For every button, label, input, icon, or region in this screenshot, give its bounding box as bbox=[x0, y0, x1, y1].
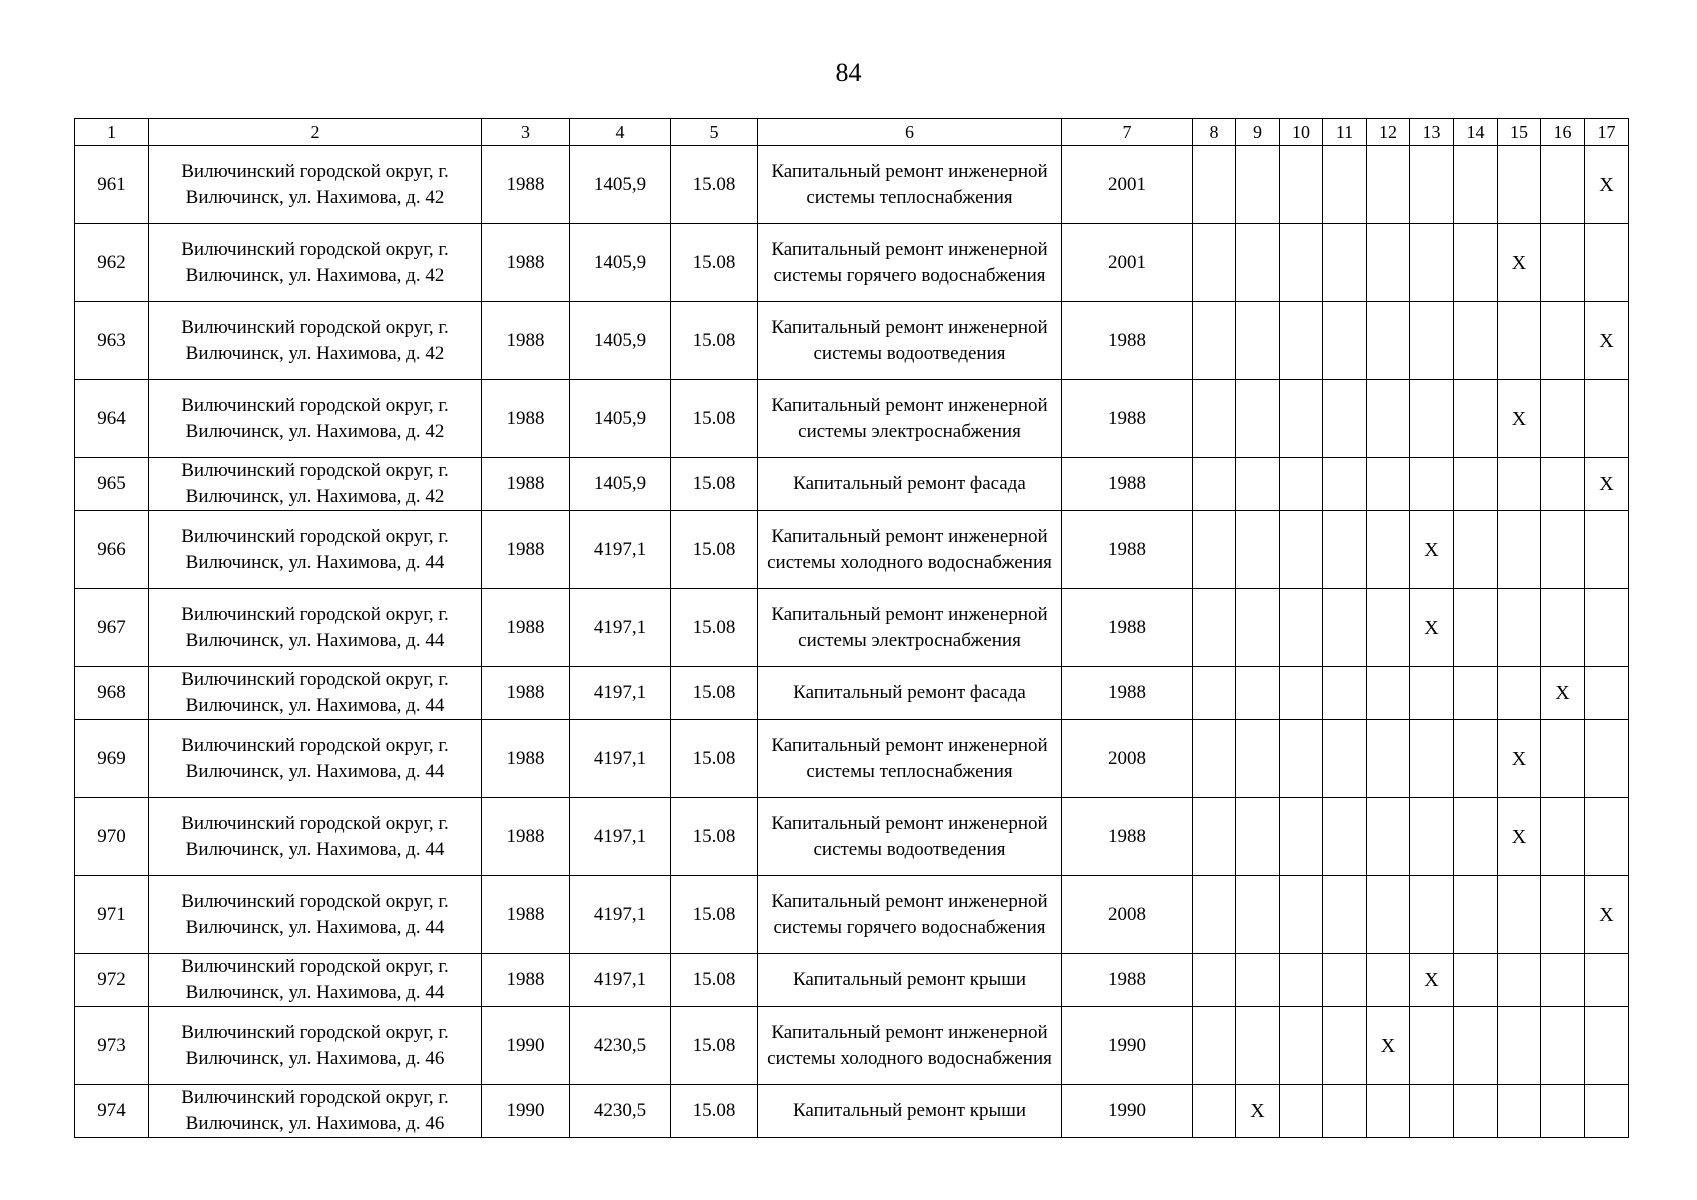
empty-cell bbox=[1323, 1085, 1367, 1138]
row-number-cell: 964 bbox=[75, 380, 149, 458]
empty-cell bbox=[1367, 511, 1410, 589]
empty-cell bbox=[1193, 954, 1236, 1007]
row-number-cell: 966 bbox=[75, 511, 149, 589]
empty-cell bbox=[1410, 1007, 1454, 1085]
row-number-cell: 963 bbox=[75, 302, 149, 380]
empty-cell bbox=[1541, 798, 1585, 876]
empty-cell bbox=[1193, 302, 1236, 380]
area-cell: 4197,1 bbox=[570, 511, 671, 589]
work-type-cell: Капитальный ремонт инженерной системы водоотведения bbox=[758, 302, 1062, 380]
work-type-cell: Капитальный ремонт инженерной системы горячего водоснабжения bbox=[758, 876, 1062, 954]
empty-cell bbox=[1280, 224, 1323, 302]
column-header: 16 bbox=[1541, 119, 1585, 146]
year-built-cell: 1988 bbox=[482, 954, 570, 1007]
empty-cell bbox=[1236, 667, 1280, 720]
empty-cell bbox=[1323, 798, 1367, 876]
code-cell: 15.08 bbox=[671, 954, 758, 1007]
table-row bbox=[75, 876, 1629, 954]
column-header-row bbox=[75, 119, 1629, 146]
empty-cell bbox=[1323, 876, 1367, 954]
area-cell: 4230,5 bbox=[570, 1007, 671, 1085]
column-header: 8 bbox=[1193, 119, 1236, 146]
work-type-cell: Капитальный ремонт инженерной системы холодного водоснабжения bbox=[758, 1007, 1062, 1085]
area-cell: 4197,1 bbox=[570, 720, 671, 798]
code-cell: 15.08 bbox=[671, 146, 758, 224]
last-repair-year-cell: 1988 bbox=[1062, 302, 1193, 380]
empty-cell bbox=[1541, 876, 1585, 954]
last-repair-year-cell: 2008 bbox=[1062, 876, 1193, 954]
year-mark-cell: X bbox=[1236, 1085, 1280, 1138]
empty-cell bbox=[1193, 146, 1236, 224]
column-header: 3 bbox=[482, 119, 570, 146]
work-type-cell: Капитальный ремонт инженерной системы электроснабжения bbox=[758, 589, 1062, 667]
year-built-cell: 1988 bbox=[482, 380, 570, 458]
column-header: 6 bbox=[758, 119, 1062, 146]
empty-cell bbox=[1367, 798, 1410, 876]
area-cell: 1405,9 bbox=[570, 146, 671, 224]
empty-cell bbox=[1454, 458, 1498, 511]
address-cell: Вилючинский городской округ, г. Вилючинск, ул. Нахимова, д. 44 bbox=[149, 954, 482, 1007]
table-row bbox=[75, 720, 1629, 798]
last-repair-year-cell: 1988 bbox=[1062, 380, 1193, 458]
work-type-cell: Капитальный ремонт фасада bbox=[758, 458, 1062, 511]
empty-cell bbox=[1367, 876, 1410, 954]
year-mark-cell: X bbox=[1410, 589, 1454, 667]
row-number-cell: 971 bbox=[75, 876, 149, 954]
empty-cell bbox=[1498, 458, 1541, 511]
empty-cell bbox=[1498, 667, 1541, 720]
empty-cell bbox=[1193, 720, 1236, 798]
area-cell: 4230,5 bbox=[570, 1085, 671, 1138]
code-cell: 15.08 bbox=[671, 458, 758, 511]
year-built-cell: 1988 bbox=[482, 667, 570, 720]
row-number-cell: 973 bbox=[75, 1007, 149, 1085]
row-number-cell: 972 bbox=[75, 954, 149, 1007]
row-number-cell: 969 bbox=[75, 720, 149, 798]
column-header: 7 bbox=[1062, 119, 1193, 146]
area-cell: 1405,9 bbox=[570, 458, 671, 511]
column-header: 11 bbox=[1323, 119, 1367, 146]
empty-cell bbox=[1410, 667, 1454, 720]
empty-cell bbox=[1410, 876, 1454, 954]
area-cell: 4197,1 bbox=[570, 667, 671, 720]
address-cell: Вилючинский городской округ, г. Вилючинск, ул. Нахимова, д. 44 bbox=[149, 720, 482, 798]
empty-cell bbox=[1498, 954, 1541, 1007]
empty-cell bbox=[1454, 380, 1498, 458]
empty-cell bbox=[1498, 876, 1541, 954]
empty-cell bbox=[1193, 511, 1236, 589]
empty-cell bbox=[1410, 146, 1454, 224]
last-repair-year-cell: 1988 bbox=[1062, 954, 1193, 1007]
empty-cell bbox=[1541, 380, 1585, 458]
empty-cell bbox=[1541, 458, 1585, 511]
column-header: 2 bbox=[149, 119, 482, 146]
empty-cell bbox=[1585, 667, 1629, 720]
work-type-cell: Капитальный ремонт фасада bbox=[758, 667, 1062, 720]
empty-cell bbox=[1367, 667, 1410, 720]
empty-cell bbox=[1236, 720, 1280, 798]
area-cell: 1405,9 bbox=[570, 380, 671, 458]
last-repair-year-cell: 2001 bbox=[1062, 146, 1193, 224]
last-repair-year-cell: 1988 bbox=[1062, 798, 1193, 876]
empty-cell bbox=[1193, 1085, 1236, 1138]
year-mark-cell: X bbox=[1410, 954, 1454, 1007]
empty-cell bbox=[1193, 458, 1236, 511]
empty-cell bbox=[1236, 224, 1280, 302]
table-row bbox=[75, 302, 1629, 380]
empty-cell bbox=[1454, 876, 1498, 954]
empty-cell bbox=[1236, 458, 1280, 511]
column-header: 10 bbox=[1280, 119, 1323, 146]
year-mark-cell: X bbox=[1585, 146, 1629, 224]
empty-cell bbox=[1454, 302, 1498, 380]
year-built-cell: 1988 bbox=[482, 458, 570, 511]
year-mark-cell: X bbox=[1541, 667, 1585, 720]
empty-cell bbox=[1323, 667, 1367, 720]
address-cell: Вилючинский городской округ, г. Вилючинск, ул. Нахимова, д. 44 bbox=[149, 798, 482, 876]
table-row bbox=[75, 1085, 1629, 1138]
empty-cell bbox=[1541, 1007, 1585, 1085]
empty-cell bbox=[1541, 1085, 1585, 1138]
empty-cell bbox=[1323, 1007, 1367, 1085]
empty-cell bbox=[1541, 954, 1585, 1007]
empty-cell bbox=[1280, 458, 1323, 511]
year-mark-cell: X bbox=[1498, 798, 1541, 876]
area-cell: 4197,1 bbox=[570, 954, 671, 1007]
column-header: 13 bbox=[1410, 119, 1454, 146]
empty-cell bbox=[1367, 1085, 1410, 1138]
work-type-cell: Капитальный ремонт инженерной системы горячего водоснабжения bbox=[758, 224, 1062, 302]
empty-cell bbox=[1280, 1007, 1323, 1085]
empty-cell bbox=[1410, 798, 1454, 876]
year-mark-cell: X bbox=[1498, 720, 1541, 798]
column-header: 17 bbox=[1585, 119, 1629, 146]
empty-cell bbox=[1454, 667, 1498, 720]
code-cell: 15.08 bbox=[671, 1007, 758, 1085]
table-row bbox=[75, 589, 1629, 667]
code-cell: 15.08 bbox=[671, 589, 758, 667]
empty-cell bbox=[1585, 224, 1629, 302]
area-cell: 1405,9 bbox=[570, 302, 671, 380]
area-cell: 1405,9 bbox=[570, 224, 671, 302]
empty-cell bbox=[1367, 380, 1410, 458]
area-cell: 4197,1 bbox=[570, 589, 671, 667]
page-number: 84 bbox=[835, 58, 862, 87]
empty-cell bbox=[1585, 954, 1629, 1007]
empty-cell bbox=[1454, 589, 1498, 667]
empty-cell bbox=[1323, 954, 1367, 1007]
address-cell: Вилючинский городской округ, г. Вилючинск, ул. Нахимова, д. 44 bbox=[149, 667, 482, 720]
empty-cell bbox=[1410, 302, 1454, 380]
empty-cell bbox=[1193, 876, 1236, 954]
column-header: 9 bbox=[1236, 119, 1280, 146]
empty-cell bbox=[1280, 798, 1323, 876]
empty-cell bbox=[1541, 224, 1585, 302]
year-built-cell: 1988 bbox=[482, 224, 570, 302]
empty-cell bbox=[1280, 954, 1323, 1007]
year-built-cell: 1990 bbox=[482, 1085, 570, 1138]
last-repair-year-cell: 1988 bbox=[1062, 667, 1193, 720]
empty-cell bbox=[1280, 380, 1323, 458]
year-mark-cell: X bbox=[1367, 1007, 1410, 1085]
empty-cell bbox=[1367, 720, 1410, 798]
empty-cell bbox=[1323, 224, 1367, 302]
year-mark-cell: X bbox=[1585, 876, 1629, 954]
empty-cell bbox=[1236, 302, 1280, 380]
empty-cell bbox=[1410, 380, 1454, 458]
table-row bbox=[75, 511, 1629, 589]
empty-cell bbox=[1585, 511, 1629, 589]
table-row bbox=[75, 667, 1629, 720]
area-cell: 4197,1 bbox=[570, 876, 671, 954]
address-cell: Вилючинский городской округ, г. Вилючинск, ул. Нахимова, д. 44 bbox=[149, 511, 482, 589]
empty-cell bbox=[1193, 798, 1236, 876]
table-row bbox=[75, 146, 1629, 224]
empty-cell bbox=[1541, 511, 1585, 589]
year-mark-cell: X bbox=[1498, 380, 1541, 458]
empty-cell bbox=[1585, 1007, 1629, 1085]
empty-cell bbox=[1236, 876, 1280, 954]
empty-cell bbox=[1410, 1085, 1454, 1138]
empty-cell bbox=[1498, 511, 1541, 589]
empty-cell bbox=[1585, 798, 1629, 876]
empty-cell bbox=[1454, 146, 1498, 224]
empty-cell bbox=[1280, 1085, 1323, 1138]
repair-schedule-table bbox=[74, 118, 1629, 1138]
empty-cell bbox=[1410, 224, 1454, 302]
empty-cell bbox=[1323, 380, 1367, 458]
table-body bbox=[75, 119, 1629, 1138]
empty-cell bbox=[1498, 1085, 1541, 1138]
column-header: 15 bbox=[1498, 119, 1541, 146]
code-cell: 15.08 bbox=[671, 720, 758, 798]
code-cell: 15.08 bbox=[671, 511, 758, 589]
code-cell: 15.08 bbox=[671, 876, 758, 954]
empty-cell bbox=[1323, 458, 1367, 511]
empty-cell bbox=[1280, 876, 1323, 954]
year-built-cell: 1988 bbox=[482, 720, 570, 798]
table-row bbox=[75, 954, 1629, 1007]
column-header: 5 bbox=[671, 119, 758, 146]
empty-cell bbox=[1236, 380, 1280, 458]
code-cell: 15.08 bbox=[671, 302, 758, 380]
code-cell: 15.08 bbox=[671, 380, 758, 458]
row-number-cell: 965 bbox=[75, 458, 149, 511]
row-number-cell: 967 bbox=[75, 589, 149, 667]
year-built-cell: 1988 bbox=[482, 511, 570, 589]
empty-cell bbox=[1454, 798, 1498, 876]
column-header: 12 bbox=[1367, 119, 1410, 146]
row-number-cell: 970 bbox=[75, 798, 149, 876]
empty-cell bbox=[1280, 720, 1323, 798]
table-row bbox=[75, 798, 1629, 876]
empty-cell bbox=[1454, 511, 1498, 589]
empty-cell bbox=[1280, 146, 1323, 224]
work-type-cell: Капитальный ремонт инженерной системы теплоснабжения bbox=[758, 720, 1062, 798]
empty-cell bbox=[1193, 224, 1236, 302]
empty-cell bbox=[1280, 589, 1323, 667]
empty-cell bbox=[1585, 1085, 1629, 1138]
table-row bbox=[75, 458, 1629, 511]
address-cell: Вилючинский городской округ, г. Вилючинск, ул. Нахимова, д. 42 bbox=[149, 146, 482, 224]
last-repair-year-cell: 1990 bbox=[1062, 1085, 1193, 1138]
work-type-cell: Капитальный ремонт инженерной системы холодного водоснабжения bbox=[758, 511, 1062, 589]
empty-cell bbox=[1280, 667, 1323, 720]
last-repair-year-cell: 1988 bbox=[1062, 511, 1193, 589]
code-cell: 15.08 bbox=[671, 224, 758, 302]
work-type-cell: Капитальный ремонт инженерной системы электроснабжения bbox=[758, 380, 1062, 458]
empty-cell bbox=[1367, 146, 1410, 224]
empty-cell bbox=[1541, 720, 1585, 798]
empty-cell bbox=[1280, 302, 1323, 380]
address-cell: Вилючинский городской округ, г. Вилючинск, ул. Нахимова, д. 44 bbox=[149, 589, 482, 667]
empty-cell bbox=[1323, 589, 1367, 667]
year-built-cell: 1988 bbox=[482, 589, 570, 667]
column-header: 4 bbox=[570, 119, 671, 146]
code-cell: 15.08 bbox=[671, 667, 758, 720]
year-built-cell: 1988 bbox=[482, 798, 570, 876]
year-built-cell: 1988 bbox=[482, 302, 570, 380]
address-cell: Вилючинский городской округ, г. Вилючинск, ул. Нахимова, д. 42 bbox=[149, 380, 482, 458]
empty-cell bbox=[1236, 798, 1280, 876]
empty-cell bbox=[1498, 302, 1541, 380]
year-mark-cell: X bbox=[1585, 302, 1629, 380]
row-number-cell: 968 bbox=[75, 667, 149, 720]
year-mark-cell: X bbox=[1498, 224, 1541, 302]
area-cell: 4197,1 bbox=[570, 798, 671, 876]
year-mark-cell: X bbox=[1585, 458, 1629, 511]
empty-cell bbox=[1454, 224, 1498, 302]
empty-cell bbox=[1236, 954, 1280, 1007]
empty-cell bbox=[1280, 511, 1323, 589]
table-row bbox=[75, 224, 1629, 302]
empty-cell bbox=[1236, 146, 1280, 224]
column-header: 14 bbox=[1454, 119, 1498, 146]
empty-cell bbox=[1454, 954, 1498, 1007]
empty-cell bbox=[1367, 302, 1410, 380]
empty-cell bbox=[1454, 720, 1498, 798]
address-cell: Вилючинский городской округ, г. Вилючинск, ул. Нахимова, д. 42 bbox=[149, 302, 482, 380]
last-repair-year-cell: 1990 bbox=[1062, 1007, 1193, 1085]
empty-cell bbox=[1193, 1007, 1236, 1085]
column-header: 1 bbox=[75, 119, 149, 146]
empty-cell bbox=[1193, 380, 1236, 458]
empty-cell bbox=[1541, 146, 1585, 224]
empty-cell bbox=[1367, 589, 1410, 667]
last-repair-year-cell: 2001 bbox=[1062, 224, 1193, 302]
empty-cell bbox=[1498, 589, 1541, 667]
year-built-cell: 1990 bbox=[482, 1007, 570, 1085]
empty-cell bbox=[1236, 589, 1280, 667]
empty-cell bbox=[1541, 589, 1585, 667]
table-row bbox=[75, 380, 1629, 458]
empty-cell bbox=[1410, 458, 1454, 511]
empty-cell bbox=[1367, 224, 1410, 302]
year-mark-cell: X bbox=[1410, 511, 1454, 589]
empty-cell bbox=[1585, 380, 1629, 458]
address-cell: Вилючинский городской округ, г. Вилючинск, ул. Нахимова, д. 42 bbox=[149, 224, 482, 302]
row-number-cell: 974 bbox=[75, 1085, 149, 1138]
empty-cell bbox=[1323, 720, 1367, 798]
empty-cell bbox=[1367, 954, 1410, 1007]
work-type-cell: Капитальный ремонт инженерной системы водоотведения bbox=[758, 798, 1062, 876]
empty-cell bbox=[1498, 146, 1541, 224]
empty-cell bbox=[1367, 458, 1410, 511]
empty-cell bbox=[1323, 146, 1367, 224]
last-repair-year-cell: 1988 bbox=[1062, 458, 1193, 511]
address-cell: Вилючинский городской округ, г. Вилючинск, ул. Нахимова, д. 44 bbox=[149, 876, 482, 954]
address-cell: Вилючинский городской округ, г. Вилючинск, ул. Нахимова, д. 42 bbox=[149, 458, 482, 511]
empty-cell bbox=[1585, 589, 1629, 667]
empty-cell bbox=[1454, 1007, 1498, 1085]
work-type-cell: Капитальный ремонт крыши bbox=[758, 954, 1062, 1007]
empty-cell bbox=[1323, 302, 1367, 380]
work-type-cell: Капитальный ремонт крыши bbox=[758, 1085, 1062, 1138]
empty-cell bbox=[1193, 589, 1236, 667]
empty-cell bbox=[1454, 1085, 1498, 1138]
code-cell: 15.08 bbox=[671, 798, 758, 876]
table-row bbox=[75, 1007, 1629, 1085]
empty-cell bbox=[1193, 667, 1236, 720]
empty-cell bbox=[1323, 511, 1367, 589]
last-repair-year-cell: 2008 bbox=[1062, 720, 1193, 798]
year-built-cell: 1988 bbox=[482, 146, 570, 224]
empty-cell bbox=[1410, 720, 1454, 798]
code-cell: 15.08 bbox=[671, 1085, 758, 1138]
row-number-cell: 961 bbox=[75, 146, 149, 224]
empty-cell bbox=[1236, 1007, 1280, 1085]
address-cell: Вилючинский городской округ, г. Вилючинск, ул. Нахимова, д. 46 bbox=[149, 1007, 482, 1085]
address-cell: Вилючинский городской округ, г. Вилючинск, ул. Нахимова, д. 46 bbox=[149, 1085, 482, 1138]
empty-cell bbox=[1585, 720, 1629, 798]
year-built-cell: 1988 bbox=[482, 876, 570, 954]
empty-cell bbox=[1236, 511, 1280, 589]
empty-cell bbox=[1541, 302, 1585, 380]
row-number-cell: 962 bbox=[75, 224, 149, 302]
work-type-cell: Капитальный ремонт инженерной системы теплоснабжения bbox=[758, 146, 1062, 224]
empty-cell bbox=[1498, 1007, 1541, 1085]
last-repair-year-cell: 1988 bbox=[1062, 589, 1193, 667]
